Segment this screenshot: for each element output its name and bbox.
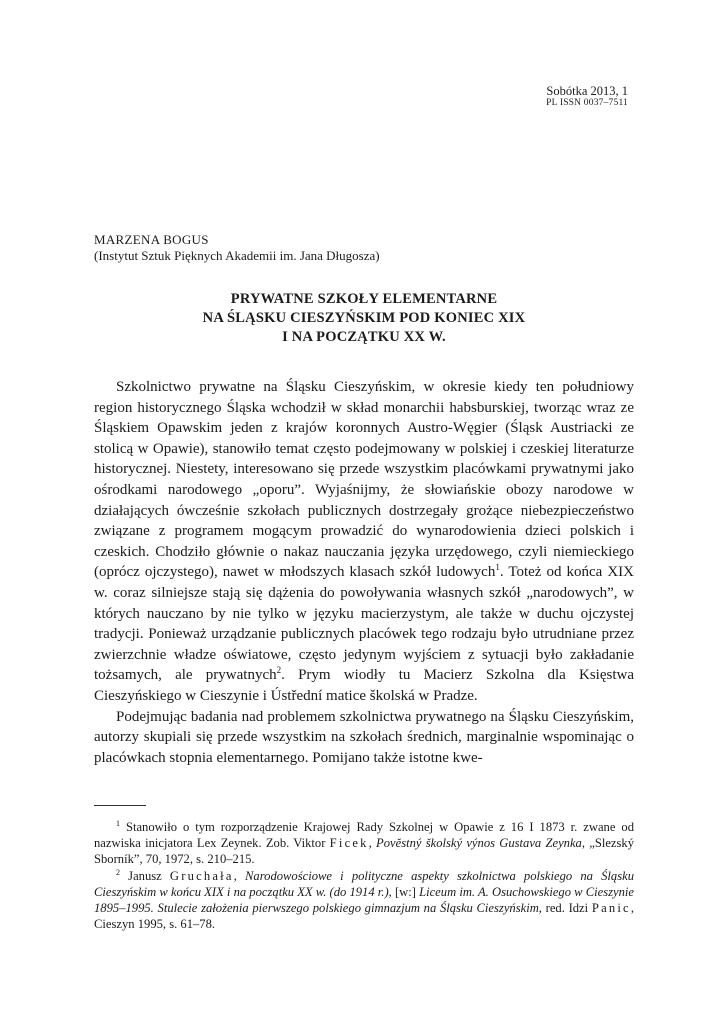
footnote-1-text: Stanowiło o tym rozporządzenie Krajowej Rady Szkolnej w Opawie z 16 I 1873 r. zwane od nazwiska inicjatora Lex Zeynek. Zob. Viktor bbox=[94, 820, 634, 851]
article-title bbox=[94, 290, 634, 347]
footnote-2-red: , red. Idzi bbox=[538, 901, 592, 916]
footnote-2-author: Gruchała bbox=[169, 868, 234, 883]
paragraph-1-part-a: Szkolnictwo prywatne na Śląsku Cieszyńskim, w okresie kiedy ten południowy region historycznego Śląska wchodził w skład monarchii habsburskiej, tworząc wraz ze Śląskiem Opawskim jeden z krajów koronnych Austro-Węgier (Śląsk Austriacki ze stolicą w Opawie), stanowiło temat często podejmowany w polskiej i czeskiej literaturze historycznej. Niestety, interesowano się przede wszystkim placówkami prywatnymi jako ośrodkami narodowego „oporu”. Wyjaśnijmy, że słowiańskie obozy narodowe w działających ówcześnie szkołach publicznych dostrzegały grożące niebezpieczeństwo związane z programem mogącym prowadzić do wynarodowienia dzieci polskich i czeskich. Chodziło głównie o nakaz nauczania języka urzędowego, czyli niemieckiego (oprócz ojczystego), nawet w młodszych klasach szkół ludowych bbox=[94, 379, 634, 581]
paragraph-2: Podejmując badania nad problemem szkolnictwa prywatnego na Śląsku Cieszyńskim, autorzy skupiali się przede wszystkim na szkołach średnich, marginalnie wspominając o placówkach stopnia elementarnego. Pomijano także istotne kwe- bbox=[94, 708, 634, 766]
footnote-1 bbox=[94, 819, 634, 868]
paragraph-1-part-b: . Toteż od końca XIX w. coraz silniejsze stają się dążenia do powoływania własnych szkół „narodowych”, w których nauczano by nie tylko w języku macierzystym, ale także w duchu ojczystej tradycji. Ponieważ urządzanie publicznych placówek tego rodzaju było utrudniane przez zwierzchnie władze oświatowe, często jedynym wyjściem z sytuacji było zakładanie tożsamych, ale prywatnych bbox=[94, 564, 634, 684]
footnote-ref-1[interactable]: 1 bbox=[495, 562, 500, 573]
paragraph-1 bbox=[94, 377, 634, 707]
footnotes bbox=[94, 819, 634, 932]
footnote-1-author: Ficek bbox=[329, 836, 369, 851]
journal-header bbox=[546, 84, 628, 109]
title-line-3: I NA POCZĄTKU XX W. bbox=[282, 329, 446, 345]
paragraph-1-part-c: . Prym wiodły tu Macierz Szkolna dla Księstwa Cieszyńskiego w Cieszynie i Ústřední matice školská w Pradze. bbox=[94, 667, 634, 704]
footnote-1-source: , „Slezský Sborník”, 70, 1972, s. 210–215. bbox=[94, 836, 634, 867]
author-name: MARZENA BOGUS bbox=[94, 232, 209, 247]
title-line-2: NA ŚLĄSKU CIESZYŃSKIM POD KONIEC XIX bbox=[202, 310, 526, 326]
footnote-2-pub: , Cieszyn 1995, s. 61–78. bbox=[94, 901, 634, 932]
footnote-2-title: Narodowościowe i polityczne aspekty szkolnictwa polskiego na Śląsku Cieszyńskim w końcu XIX i na początku XX w. (do 1914 r.) bbox=[94, 868, 635, 899]
footnote-2-book: Liceum im. A. Osuchowskiego w Cieszynie 1895–1995. Stulecie założenia pierwszego polskiego gimnazjum na Śląsku Cieszyńskim bbox=[94, 884, 634, 916]
journal-citation: Sobótka 2013, 1 bbox=[546, 84, 628, 98]
article-body bbox=[94, 377, 634, 768]
title-line-1: PRYWATNE SZKOŁY ELEMENTARNE bbox=[230, 291, 498, 307]
footnote-2-in: , [w:] bbox=[388, 884, 420, 899]
footnote-2-sep: , bbox=[233, 868, 246, 883]
footnote-separator bbox=[94, 805, 146, 806]
footnote-2-mark: 2 bbox=[116, 867, 120, 877]
footnote-2 bbox=[94, 868, 634, 933]
journal-issn: PL ISSN 0037–7511 bbox=[546, 98, 628, 108]
footnote-2-editor: Panic bbox=[591, 901, 631, 916]
footnote-ref-2[interactable]: 2 bbox=[276, 665, 282, 676]
footnote-1-sep: , bbox=[368, 836, 377, 851]
footnote-1-title: Povĕstný školský výnos Gustava Zeynka bbox=[376, 836, 582, 851]
footnote-2-text: Janusz bbox=[120, 868, 170, 883]
author-block bbox=[94, 232, 634, 264]
author-affiliation: (Instytut Sztuk Pięknych Akademii im. Jana Długosza) bbox=[94, 248, 380, 263]
footnote-1-mark: 1 bbox=[116, 818, 120, 828]
